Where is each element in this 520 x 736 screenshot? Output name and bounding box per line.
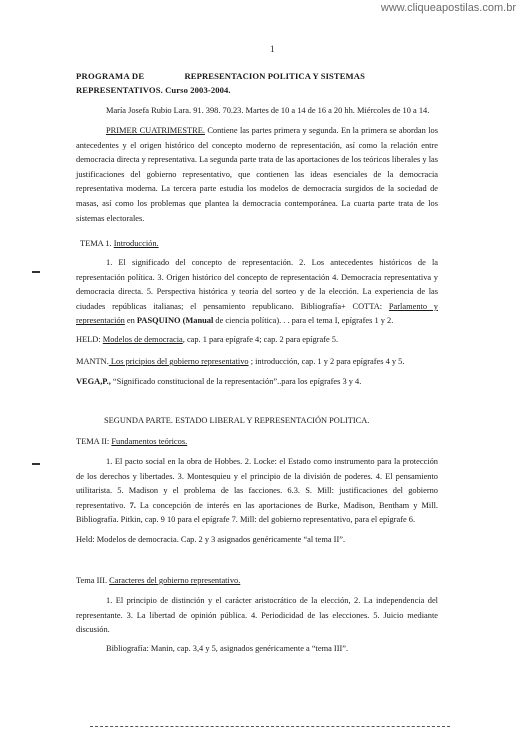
ref-title: Los pricipios del gobierno representativo xyxy=(108,357,249,366)
watermark: www.cliqueapostilas.com.br xyxy=(380,2,516,14)
segunda-parte-heading: SEGUNDA PARTE. ESTADO LIBERAL Y REPRESENTACIÓN POLITICA. xyxy=(104,416,370,425)
tema2-text-2: La concepción de interés en las aportaciones de Burke, Madison, Bentham y Mill. Bibliografía. Pitkin, cap. 9 10 para el epígrafe 7. Mill: del gobierno representativo, para el epígrafe 6. xyxy=(76,500,438,525)
tema2-bold-number: 7. xyxy=(129,500,136,510)
tema1-text: 1. El significado del concepto de representación. 2. Los antecedentes históricos de la representación política. 3. Origen histórico del concepto de representación 4. Democracia representativa y democracia directa. 5. Perspectiva histórica y teoría del sorteo y de la elección. La experiencia de las ciudades repúblicas italianas; el pensamiento republicano. Bibliografía+ COTTA: xyxy=(76,258,438,311)
tema3-ref: Bibliografía: Manin, cap. 3,4 y 5, asignados genéricamente a “tema III”. xyxy=(106,644,349,653)
intro-paragraph xyxy=(76,124,438,226)
tema2-heading xyxy=(76,437,187,446)
tema2-text: 1. El pacto social en la obra de Hobbes. 2. Locke: el Estado como instrumento para la protección de los derechos y libertades. 3. Montesquieu y el principio de la división de poderes. 4. El pensamiento utilitarista. 5. Madison y el problema de las facciones. 6.3. S. Mill: justificaciones del gobierno representativo. xyxy=(76,457,438,510)
tema3-heading xyxy=(76,576,240,585)
document-title xyxy=(76,71,365,81)
ref-author: HELD: xyxy=(76,335,103,344)
margin-mark xyxy=(32,463,40,465)
intro-heading: PRIMER CUATRIMESTRE. xyxy=(106,126,205,135)
footer-rule xyxy=(90,726,450,727)
tema1-text-2: en xyxy=(124,316,137,326)
tema1-cited-title: Parlamento y representación xyxy=(76,301,438,326)
tema1-ref-vega xyxy=(76,377,361,386)
ref-detail: ; introducción, cap. 1 y 2 para epígrafes 4 y 5. xyxy=(248,357,405,366)
tema1-label: TEMA 1. xyxy=(80,239,112,248)
tema1-heading xyxy=(80,239,159,248)
tema3-content: 1. El principio de distinción y el carácter aristocrático de la elección, 2. La independencia del representante. 3. La libertad de opinión pública. 4. Periodicidad de las elecciones. 5. Juicio mediante discusión. xyxy=(76,596,438,635)
tema2-content xyxy=(76,455,438,528)
tema1-text-3: de ciencia política). . . para el tema I, epígrafes 1 y 2. xyxy=(213,316,394,326)
document-title-line-2: REPRESENTATIVOS. Curso 2003-2004. xyxy=(76,85,231,95)
tema1-content xyxy=(76,256,438,329)
tema1-ref-held xyxy=(76,335,338,344)
ref-detail: “Significado constitucional de la representación”..para los epígrafes 3 y 4. xyxy=(110,377,362,386)
tema3-label: Tema III. xyxy=(76,576,110,585)
tema2-label: TEMA II: xyxy=(76,437,112,446)
tema1-title: Introducción. xyxy=(113,239,159,248)
ref-title: Modelos de democracia xyxy=(102,335,183,344)
title-part-2: REPRESENTACION POLITICA Y SISTEMAS xyxy=(184,71,365,81)
tema2-title: Fundamentos teóricos. xyxy=(111,437,188,446)
ref-author: MANTN. xyxy=(76,357,109,366)
ref-detail: , cap. 1 para epígrafe 4; cap. 2 para epígrafe 5. xyxy=(182,335,339,344)
author-line: María Josefa Rubio Lara. 91. 398. 70.23. Martes de 10 a 14 de 16 a 20 hh. Miércoles de 10 a 14. xyxy=(106,106,430,115)
page-number: 1 xyxy=(270,44,275,54)
title-part-1: PROGRAMA DE xyxy=(76,71,145,81)
tema2-ref: Held: Modelos de democracia. Cap. 2 y 3 asignados genéricamente “al tema II”. xyxy=(76,535,346,544)
tema1-ref-manin xyxy=(76,357,404,366)
tema3-title: Caracteres del gobierno representativo. xyxy=(109,576,241,585)
tema1-bold-ref: PASQUINO (Manual xyxy=(136,316,214,326)
margin-mark xyxy=(32,271,40,273)
intro-text: Contiene las partes primera y segunda. En la primera se abordan los antecedentes y el origen histórico del concepto moderno de representación, así como la relación entre democracia directa y representativa. La segunda parte trata de las aportaciones de los teóricos liberales y las justificaciones del gobierno representativo, que contienen las ideas esenciales de la democracia representativa moderna. La tercera parte estudia los modelos de democracia surgidos de la sociedad de masas, así como los problemas que plantea la democracia contemporánea. La cuarta parte trata de los sistemas electorales. xyxy=(76,126,438,223)
ref-author: VEGA,P., xyxy=(76,377,111,386)
